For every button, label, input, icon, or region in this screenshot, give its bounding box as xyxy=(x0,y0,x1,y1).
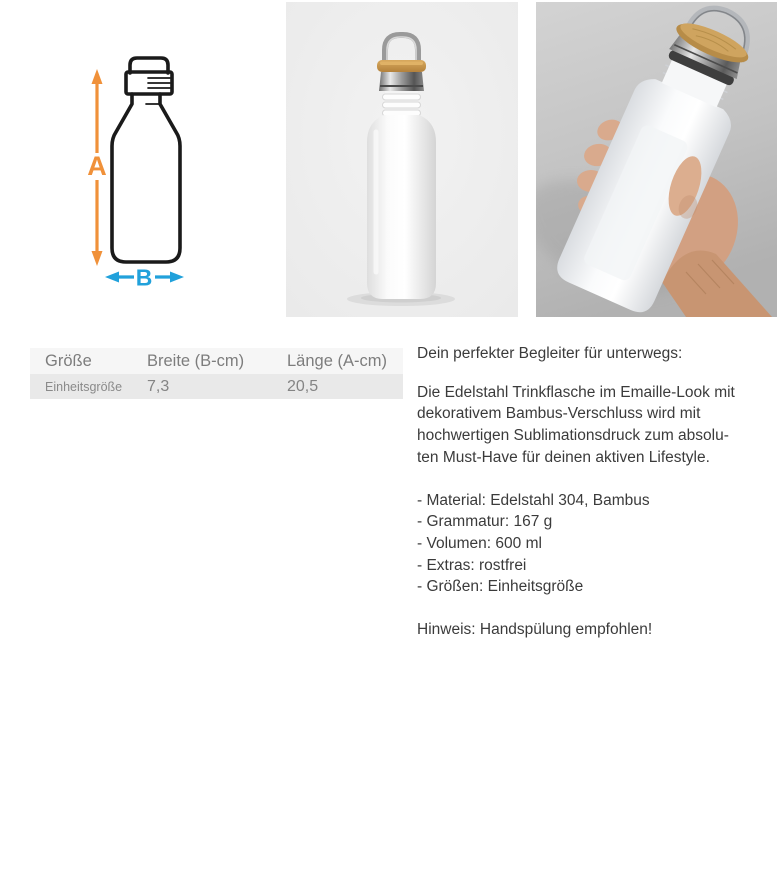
dimension-a-label: A xyxy=(87,151,107,181)
steel-band xyxy=(379,72,424,91)
spec-volumen: - Volumen: 600 ml xyxy=(417,534,542,552)
body-line: ten Must-Have für deinen aktiven Lifestyle. xyxy=(417,448,710,466)
col-header-laenge: Länge (A-cm) xyxy=(287,351,387,370)
width-arrow xyxy=(105,265,184,291)
body-line: hochwertigen Sublimationsdruck zum absolu- xyxy=(417,427,729,445)
product-photo xyxy=(286,2,518,317)
size-breite-value: 7,3 xyxy=(147,377,170,395)
col-header-groesse: Größe xyxy=(45,351,92,370)
size-table xyxy=(30,348,403,399)
product-photo-image xyxy=(286,2,518,317)
bottle-outline-icon xyxy=(58,38,222,306)
description-specs xyxy=(417,490,769,599)
spec-groessen: - Größen: Einheitsgröße xyxy=(417,578,584,596)
description-body xyxy=(417,382,769,469)
size-laenge-value: 20,5 xyxy=(287,377,319,395)
size-table-row xyxy=(30,374,403,399)
spec-grammatur: - Grammatur: 167 g xyxy=(417,513,553,531)
height-arrow xyxy=(87,69,107,266)
description-note: Hinweis: Handspülung empfohlen! xyxy=(417,621,653,639)
col-header-breite: Breite (B-cm) xyxy=(147,351,245,370)
spec-material: - Material: Edelstahl 304, Bambus xyxy=(417,491,650,509)
lifestyle-photo xyxy=(536,2,777,317)
dimension-b-label: B xyxy=(135,264,153,291)
bottle-measurement-diagram xyxy=(58,38,222,306)
lifestyle-photo-image xyxy=(536,2,777,317)
body-line: Die Edelstahl Trinkflasche im Emaille-Look mit xyxy=(417,383,735,401)
spec-extras: - Extras: rostfrei xyxy=(417,556,527,574)
description-intro: Dein perfekter Begleiter für unterwegs: xyxy=(417,345,683,362)
bottle-neck xyxy=(383,91,421,117)
product-description xyxy=(417,343,769,641)
body-line: dekorativem Bambus-Verschluss wird mit xyxy=(417,405,701,423)
size-name: Einheitsgröße xyxy=(45,379,123,394)
size-table-header-row xyxy=(30,348,403,374)
